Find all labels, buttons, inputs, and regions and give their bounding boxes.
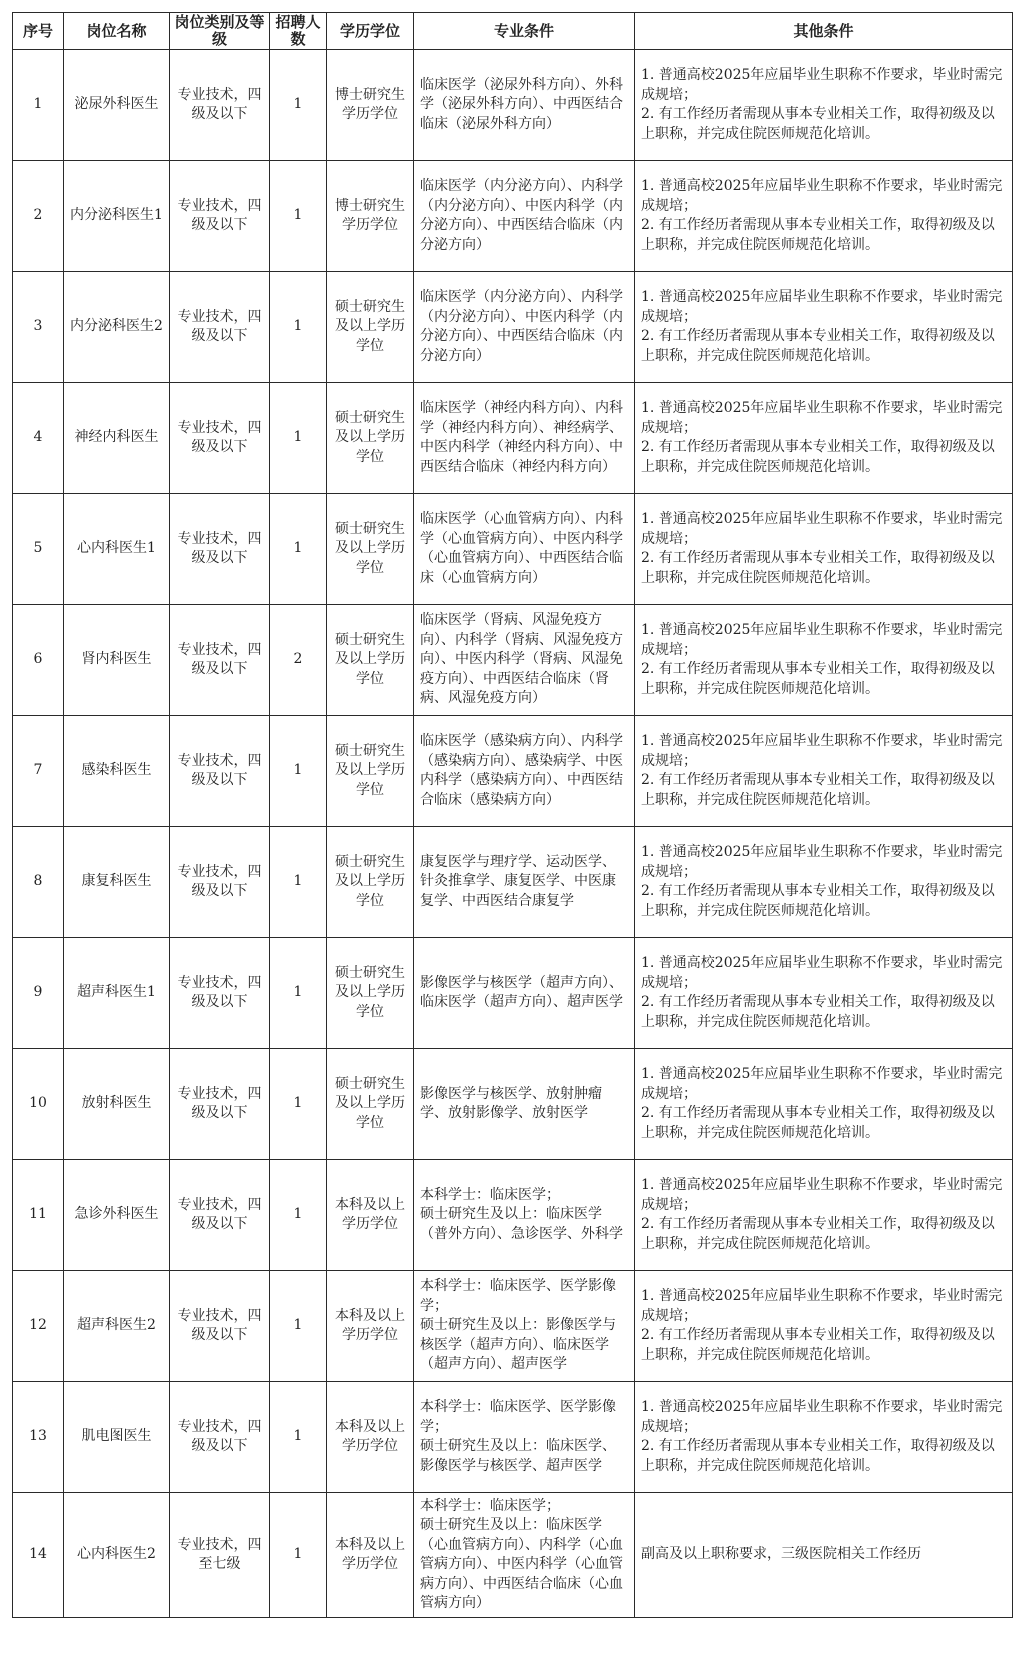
cell-category: 专业技术，四级及以下 [170, 1049, 270, 1160]
header-other: 其他条件 [635, 13, 1013, 50]
cell-other [635, 161, 1013, 272]
cell-other [635, 938, 1013, 1049]
cell-other-line: 2. 有工作经历者需现从事本专业相关工作，取得初级及以上职称，并完成住院医师规范化培训。 [641, 328, 995, 364]
cell-position-name: 急诊外科医生 [64, 1160, 170, 1271]
cell-category: 专业技术，四级及以下 [170, 383, 270, 494]
cell-other [635, 494, 1013, 605]
cell-major-line: 硕士研究生及以上：临床医学（心血管病方向）、内科学（心血管病方向）、中医内科学（心血管病方向）、中西医结合临床（心血管病方向） [420, 1517, 623, 1611]
cell-other-line: 2. 有工作经历者需现从事本专业相关工作，取得初级及以上职称，并完成住院医师规范化培训。 [641, 217, 995, 253]
cell-no: 10 [13, 1049, 64, 1160]
cell-other-line: 1. 普通高校2025年应届毕业生职称不作要求，毕业时需完成规培； [641, 844, 1003, 880]
cell-education: 本科及以上学历学位 [327, 1160, 414, 1271]
cell-category: 专业技术，四级及以下 [170, 605, 270, 716]
cell-count: 1 [270, 161, 327, 272]
cell-category: 专业技术，四级及以下 [170, 494, 270, 605]
cell-other-line: 2. 有工作经历者需现从事本专业相关工作，取得初级及以上职称，并完成住院医师规范化培训。 [641, 106, 995, 142]
table-row [13, 1049, 1013, 1160]
cell-major-line: 临床医学（心血管病方向）、内科学（心血管病方向）、中医内科学（心血管病方向）、中西医结合临床（心血管病方向） [420, 511, 623, 586]
cell-other-line: 2. 有工作经历者需现从事本专业相关工作，取得初级及以上职称，并完成住院医师规范化培训。 [641, 661, 995, 697]
cell-major [414, 161, 635, 272]
cell-position-name: 放射科医生 [64, 1049, 170, 1160]
cell-category: 专业技术，四级及以下 [170, 1160, 270, 1271]
table-row [13, 161, 1013, 272]
cell-major-line: 临床医学（泌尿外科方向）、外科学（泌尿外科方向）、中西医结合临床（泌尿外科方向） [420, 76, 623, 132]
cell-no: 9 [13, 938, 64, 1049]
cell-education: 硕士研究生及以上学历学位 [327, 605, 414, 716]
cell-education: 硕士研究生及以上学历学位 [327, 383, 414, 494]
cell-category: 专业技术，四级及以下 [170, 161, 270, 272]
cell-major [414, 605, 635, 716]
cell-category: 专业技术，四级及以下 [170, 938, 270, 1049]
cell-other-line: 2. 有工作经历者需现从事本专业相关工作，取得初级及以上职称，并完成住院医师规范化培训。 [641, 1438, 995, 1474]
cell-major [414, 272, 635, 383]
cell-no: 7 [13, 716, 64, 827]
cell-major [414, 716, 635, 827]
cell-no: 11 [13, 1160, 64, 1271]
table-row [13, 605, 1013, 716]
cell-major-line: 本科学士：临床医学、医学影像学； [420, 1278, 616, 1314]
cell-position-name: 内分泌科医生2 [64, 272, 170, 383]
cell-major-line: 影像医学与核医学、放射肿瘤学、放射影像学、放射医学 [420, 1085, 602, 1121]
table-row [13, 1271, 1013, 1382]
cell-other-line: 1. 普通高校2025年应届毕业生职称不作要求，毕业时需完成规培； [641, 1288, 1003, 1324]
cell-count: 1 [270, 50, 327, 161]
cell-other-line: 2. 有工作经历者需现从事本专业相关工作，取得初级及以上职称，并完成住院医师规范化培训。 [641, 439, 995, 475]
cell-major [414, 383, 635, 494]
cell-major [414, 1271, 635, 1382]
cell-count: 1 [270, 938, 327, 1049]
cell-position-name: 内分泌科医生1 [64, 161, 170, 272]
cell-other-line: 1. 普通高校2025年应届毕业生职称不作要求，毕业时需完成规培； [641, 622, 1003, 658]
cell-position-name: 泌尿外科医生 [64, 50, 170, 161]
table-body [13, 50, 1013, 1618]
cell-no: 5 [13, 494, 64, 605]
recruitment-table [12, 12, 1013, 1618]
table-row [13, 50, 1013, 161]
cell-other [635, 1493, 1013, 1618]
cell-category: 专业技术，四级及以下 [170, 50, 270, 161]
cell-other-line: 1. 普通高校2025年应届毕业生职称不作要求，毕业时需完成规培； [641, 511, 1003, 547]
header-count: 招聘人数 [270, 13, 327, 50]
cell-other [635, 827, 1013, 938]
cell-count: 1 [270, 827, 327, 938]
cell-other-line: 1. 普通高校2025年应届毕业生职称不作要求，毕业时需完成规培； [641, 1066, 1003, 1102]
cell-other-line: 2. 有工作经历者需现从事本专业相关工作，取得初级及以上职称，并完成住院医师规范化培训。 [641, 550, 995, 586]
cell-major-line: 硕士研究生及以上：临床医学、影像医学与核医学、超声医学 [420, 1438, 616, 1474]
cell-count: 1 [270, 494, 327, 605]
cell-major [414, 938, 635, 1049]
cell-category: 专业技术，四级及以下 [170, 1382, 270, 1493]
cell-education: 博士研究生学历学位 [327, 50, 414, 161]
table-row [13, 1160, 1013, 1271]
cell-other [635, 1382, 1013, 1493]
table-row [13, 1382, 1013, 1493]
cell-category: 专业技术，四级及以下 [170, 716, 270, 827]
cell-major-line: 康复医学与理疗学、运动医学、针灸推拿学、康复医学、中医康复学、中西医结合康复学 [420, 853, 616, 909]
cell-major-line: 临床医学（内分泌方向）、内科学（内分泌方向）、中医内科学（内分泌方向）、中西医结合临床（内分泌方向） [420, 178, 623, 253]
cell-other-line: 1. 普通高校2025年应届毕业生职称不作要求，毕业时需完成规培； [641, 178, 1003, 214]
cell-count: 1 [270, 272, 327, 383]
cell-other-line: 1. 普通高校2025年应届毕业生职称不作要求，毕业时需完成规培； [641, 955, 1003, 991]
cell-other [635, 605, 1013, 716]
cell-other-line: 1. 普通高校2025年应届毕业生职称不作要求，毕业时需完成规培； [641, 289, 1003, 325]
cell-other-line: 2. 有工作经历者需现从事本专业相关工作，取得初级及以上职称，并完成住院医师规范化培训。 [641, 1105, 995, 1141]
cell-other [635, 383, 1013, 494]
cell-no: 8 [13, 827, 64, 938]
cell-count: 1 [270, 383, 327, 494]
cell-category: 专业技术，四级及以下 [170, 827, 270, 938]
cell-count: 1 [270, 1382, 327, 1493]
table-row [13, 716, 1013, 827]
cell-count: 1 [270, 1049, 327, 1160]
cell-no: 1 [13, 50, 64, 161]
cell-position-name: 超声科医生1 [64, 938, 170, 1049]
cell-major-line: 影像医学与核医学（超声方向）、临床医学（超声方向）、超声医学 [420, 974, 623, 1010]
cell-other-line: 1. 普通高校2025年应届毕业生职称不作要求，毕业时需完成规培； [641, 400, 1003, 436]
cell-education: 硕士研究生及以上学历学位 [327, 938, 414, 1049]
cell-position-name: 心内科医生2 [64, 1493, 170, 1618]
cell-education: 硕士研究生及以上学历学位 [327, 494, 414, 605]
cell-no: 12 [13, 1271, 64, 1382]
cell-major-line: 临床医学（肾病、风湿免疫方向）、内科学（肾病、风湿免疫方向）、中医内科学（肾病、风湿免疫方向）、中西医结合临床（肾病、风湿免疫方向） [420, 612, 623, 707]
cell-no: 13 [13, 1382, 64, 1493]
table-row [13, 383, 1013, 494]
table-row [13, 1493, 1013, 1618]
cell-count: 1 [270, 1271, 327, 1382]
cell-major [414, 494, 635, 605]
cell-education: 本科及以上学历学位 [327, 1271, 414, 1382]
cell-education: 博士研究生学历学位 [327, 161, 414, 272]
cell-other-line: 2. 有工作经历者需现从事本专业相关工作，取得初级及以上职称，并完成住院医师规范化培训。 [641, 772, 995, 808]
cell-other-line: 2. 有工作经历者需现从事本专业相关工作，取得初级及以上职称，并完成住院医师规范化培训。 [641, 994, 995, 1030]
table-row [13, 827, 1013, 938]
cell-education: 硕士研究生及以上学历学位 [327, 827, 414, 938]
cell-count: 1 [270, 1160, 327, 1271]
cell-major-line: 临床医学（感染病方向）、内科学（感染病方向）、感染病学、中医内科学（感染病方向）、中西医结合临床（感染病方向） [420, 733, 623, 808]
cell-other [635, 50, 1013, 161]
cell-no: 3 [13, 272, 64, 383]
cell-major [414, 50, 635, 161]
table-row [13, 938, 1013, 1049]
cell-major-line: 本科学士：临床医学、医学影像学； [420, 1399, 616, 1435]
cell-education: 本科及以上学历学位 [327, 1493, 414, 1618]
header-position-name: 岗位名称 [64, 13, 170, 50]
cell-education: 硕士研究生及以上学历学位 [327, 272, 414, 383]
header-major: 专业条件 [414, 13, 635, 50]
cell-education: 硕士研究生及以上学历学位 [327, 716, 414, 827]
cell-no: 4 [13, 383, 64, 494]
cell-major-line: 本科学士：临床医学； [420, 1186, 560, 1203]
cell-other [635, 1271, 1013, 1382]
cell-major-line: 临床医学（神经内科方向）、内科学（神经内科方向）、神经病学、中医内科学（神经内科方向）、中西医结合临床（神经内科方向） [420, 400, 623, 475]
cell-major [414, 1493, 635, 1618]
cell-position-name: 心内科医生1 [64, 494, 170, 605]
cell-no: 14 [13, 1493, 64, 1618]
cell-major-line: 硕士研究生及以上：临床医学（普外方向）、急诊医学、外科学 [420, 1206, 623, 1242]
cell-other-line: 副高及以上职称要求，三级医院相关工作经历 [641, 1546, 921, 1563]
cell-other [635, 716, 1013, 827]
cell-education: 硕士研究生及以上学历学位 [327, 1049, 414, 1160]
header-category: 岗位类别及等级 [170, 13, 270, 50]
cell-other-line: 2. 有工作经历者需现从事本专业相关工作，取得初级及以上职称，并完成住院医师规范化培训。 [641, 1327, 995, 1363]
cell-other-line: 1. 普通高校2025年应届毕业生职称不作要求，毕业时需完成规培； [641, 67, 1003, 103]
cell-no: 2 [13, 161, 64, 272]
cell-count: 2 [270, 605, 327, 716]
cell-category: 专业技术，四级及以下 [170, 272, 270, 383]
cell-other-line: 1. 普通高校2025年应届毕业生职称不作要求，毕业时需完成规培； [641, 1399, 1003, 1435]
table-row [13, 494, 1013, 605]
header-no: 序号 [13, 13, 64, 50]
cell-other-line: 2. 有工作经历者需现从事本专业相关工作，取得初级及以上职称，并完成住院医师规范化培训。 [641, 1216, 995, 1252]
cell-major [414, 1049, 635, 1160]
cell-no: 6 [13, 605, 64, 716]
cell-other-line: 1. 普通高校2025年应届毕业生职称不作要求，毕业时需完成规培； [641, 1177, 1003, 1213]
cell-count: 1 [270, 1493, 327, 1618]
cell-category: 专业技术，四至七级 [170, 1493, 270, 1618]
cell-count: 1 [270, 716, 327, 827]
cell-education: 本科及以上学历学位 [327, 1382, 414, 1493]
table-header-row [13, 13, 1013, 50]
header-education: 学历学位 [327, 13, 414, 50]
cell-other-line: 1. 普通高校2025年应届毕业生职称不作要求，毕业时需完成规培； [641, 733, 1003, 769]
cell-major-line: 本科学士：临床医学； [420, 1497, 560, 1514]
cell-major [414, 827, 635, 938]
cell-major-line: 临床医学（内分泌方向）、内科学（内分泌方向）、中医内科学（内分泌方向）、中西医结合临床（内分泌方向） [420, 289, 623, 364]
cell-major [414, 1160, 635, 1271]
cell-position-name: 神经内科医生 [64, 383, 170, 494]
cell-other [635, 1049, 1013, 1160]
cell-position-name: 肾内科医生 [64, 605, 170, 716]
cell-other [635, 1160, 1013, 1271]
cell-position-name: 超声科医生2 [64, 1271, 170, 1382]
cell-other [635, 272, 1013, 383]
recruitment-table-container [12, 12, 1012, 1618]
cell-major-line: 硕士研究生及以上：影像医学与核医学（超声方向）、临床医学（超声方向）、超声医学 [420, 1317, 616, 1373]
cell-position-name: 感染科医生 [64, 716, 170, 827]
cell-position-name: 肌电图医生 [64, 1382, 170, 1493]
cell-category: 专业技术，四级及以下 [170, 1271, 270, 1382]
cell-position-name: 康复科医生 [64, 827, 170, 938]
cell-other-line: 2. 有工作经历者需现从事本专业相关工作，取得初级及以上职称，并完成住院医师规范化培训。 [641, 883, 995, 919]
table-row [13, 272, 1013, 383]
cell-major [414, 1382, 635, 1493]
